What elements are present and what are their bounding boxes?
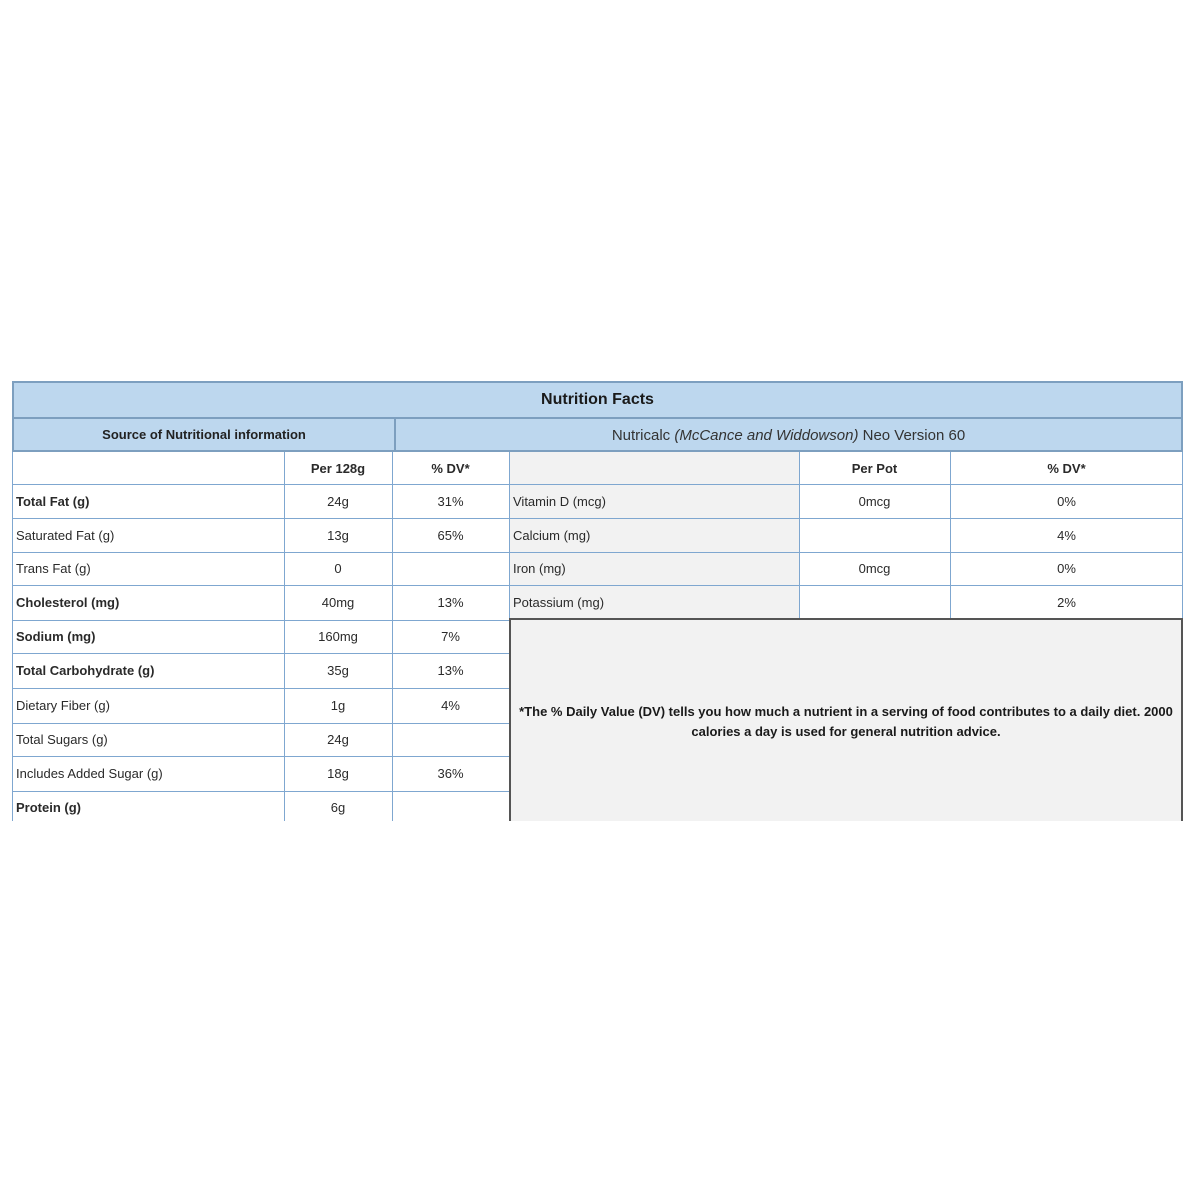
nutrient-name: Sodium (mg) [16,629,96,644]
nutrient-name: Includes Added Sugar (g) [16,766,163,781]
left-row-line [12,484,509,485]
vitamin-amount [799,585,950,620]
left-row-line [12,552,509,553]
nutrient-name: Cholesterol (mg) [16,595,120,610]
nutrient-name: Dietary Fiber (g) [16,698,110,713]
right-col-line [950,452,951,620]
left-col-line [392,452,393,821]
nutrient-dv: 31% [437,493,464,509]
dv-note-box [509,618,1183,821]
nutrient-amount: 13g [327,527,349,543]
right-header-dv: % DV* [1047,460,1086,476]
nutrient-name: Saturated Fat (g) [16,527,115,543]
nutrient-amount: 35g [327,663,349,678]
right-row-line [509,518,1183,519]
nutrient-dv [392,791,509,824]
nutrition-facts-panel [12,381,1183,821]
vitamin-amount [799,518,950,552]
nutrient-dv: 65% [437,527,464,543]
nutrient-dv: 4% [441,698,460,713]
vitamin-name: Potassium (mg) [513,595,605,610]
source-band [12,417,1183,452]
left-header-amount: Per 128g [310,460,366,476]
source-value-italic: (McCance and Widdowson) [674,427,859,444]
vitamin-amount: 0mcg [858,561,891,576]
page-title: Nutrition Facts [541,391,654,408]
right-col-line [1182,452,1183,620]
left-row-line [12,756,509,757]
nutrient-name: Protein (g) [16,800,81,815]
vitamin-name: Vitamin D (mcg) [513,493,606,509]
nutrient-amount: 0 [334,561,342,576]
vitamin-dv: 2% [1057,595,1076,610]
left-row-line [12,620,509,621]
source-value-prefix: Nutricalc [611,427,675,444]
nutrient-dv: 36% [437,766,464,781]
nutrient-dv: 13% [437,663,464,678]
vitamin-dv: 0% [1057,493,1076,509]
left-row-line [12,518,509,519]
dv-note: *The % Daily Value (DV) tells you how much a nutrient in a serving of food contributes to a daily diet. 2000 calories a day is used for general nutrition advice. [519,704,1173,739]
source-value-suffix: Neo Version 60 [858,427,966,444]
left-header-dv: % DV* [431,460,470,476]
left-row-line [12,791,509,792]
vitamin-name: Calcium (mg) [513,527,591,543]
source-value [396,427,1181,444]
right-header-amount: Per Pot [851,460,898,476]
source-label: Source of Nutritional information [102,427,306,442]
nutrient-name: Total Fat (g) [16,493,90,509]
right-header-blank [509,452,799,484]
left-col-line [12,452,13,821]
left-col-line [284,452,285,821]
vitamin-dv: 4% [1057,527,1076,543]
nutrient-name: Trans Fat (g) [16,561,91,576]
nutrient-amount: 24g [327,493,349,509]
right-row-line [509,585,1183,586]
vitamin-dv: 0% [1057,561,1076,576]
nutrient-amount: 24g [327,732,349,747]
left-header-blank [12,452,284,484]
nutrient-dv [392,723,509,756]
right-row-line [509,484,1183,485]
nutrient-name: Total Carbohydrate (g) [16,663,155,678]
nutrient-amount: 1g [330,698,346,713]
nutrient-dv: 13% [437,595,464,610]
right-col-line [799,452,800,620]
nutrient-amount: 160mg [318,629,358,644]
right-row-line [509,552,1183,553]
vitamin-amount: 0mcg [858,493,891,509]
vitamin-name: Iron (mg) [513,561,566,576]
nutrient-amount: 18g [327,766,349,781]
nutrient-dv [392,552,509,585]
nutrient-name: Total Sugars (g) [16,732,108,747]
nutrient-amount: 40mg [321,595,355,610]
nutrient-amount: 6g [330,800,346,815]
left-row-line [12,653,509,654]
left-row-line [12,585,509,586]
nutrient-dv: 7% [441,629,460,644]
left-row-line [12,688,509,689]
left-row-line [12,723,509,724]
title-band [12,381,1183,419]
